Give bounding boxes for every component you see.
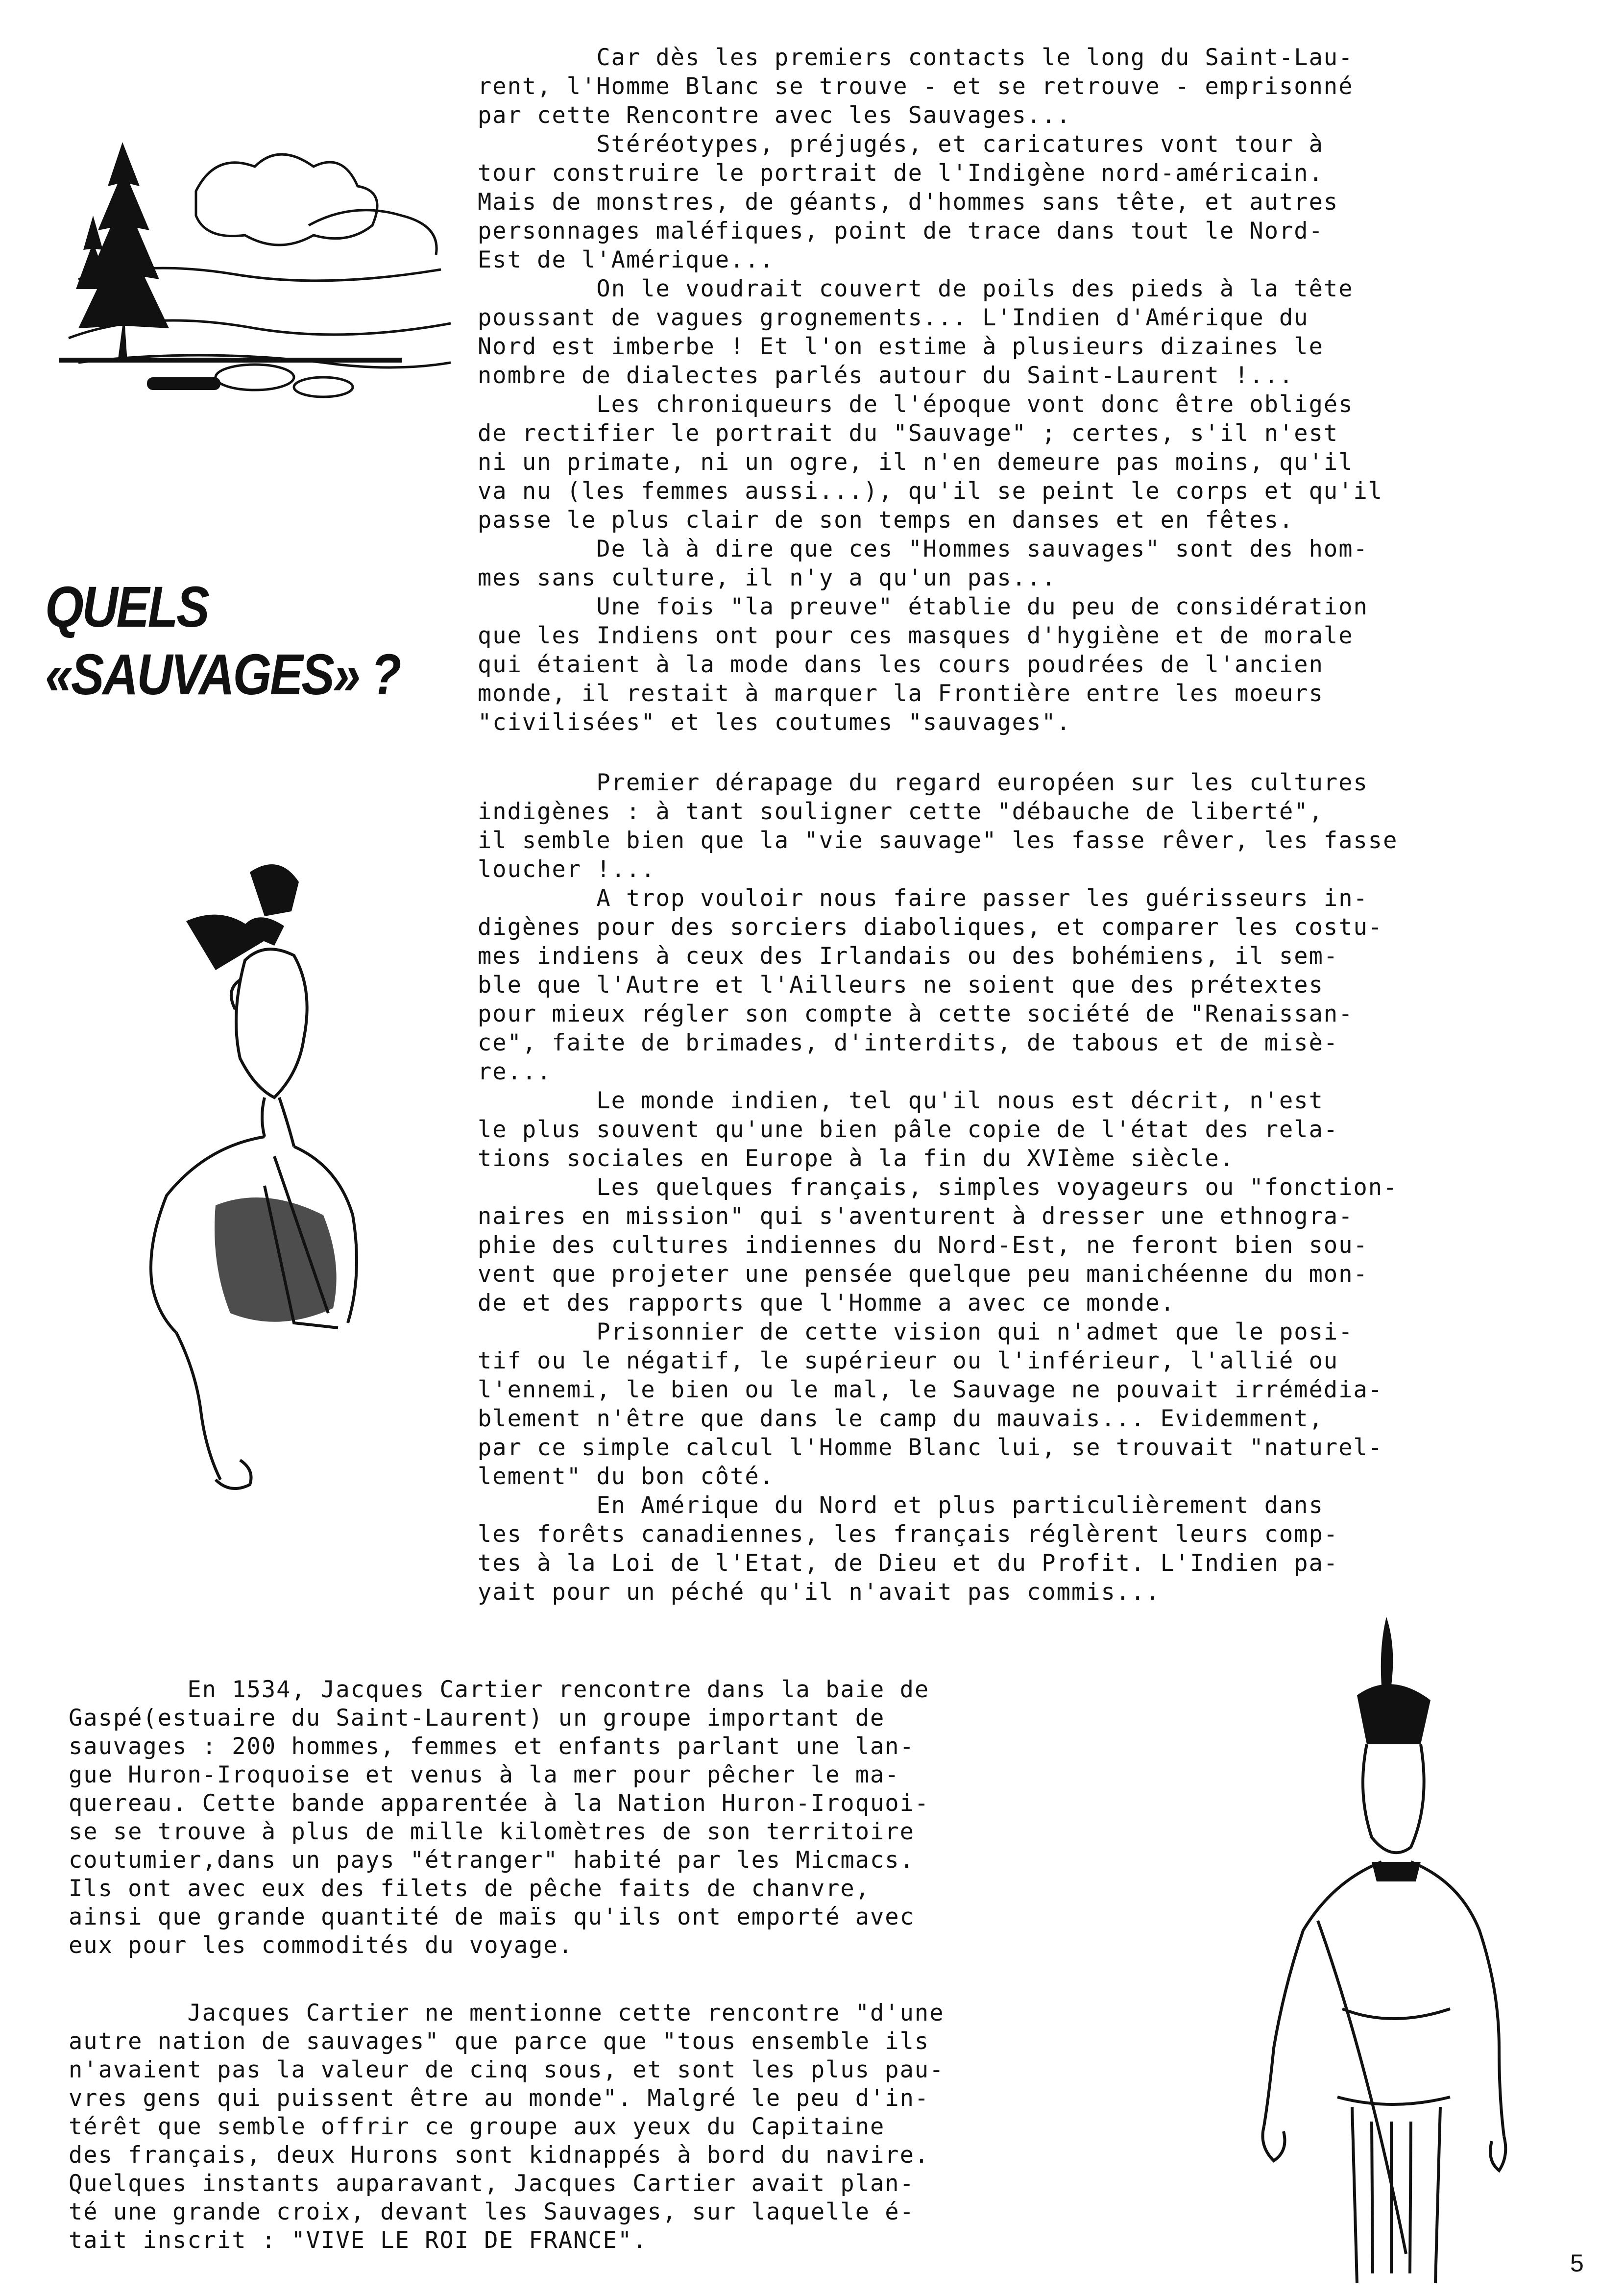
history-column	[69, 1676, 1171, 2255]
title-line-2: «SAUVAGES» ?	[45, 642, 400, 707]
article-paragraph: Premier dérapage du regard européen sur les cultures indigènes : à tant souligner cette "débauche de liberté", il semble bien que la "vie sauvage" les fasse rêver, les fasse loucher !...	[478, 769, 1398, 883]
article-title	[45, 573, 400, 708]
section-gap	[478, 737, 1575, 768]
article-paragraph: De là à dire que ces "Hommes sauvages" sont des hom- mes sans culture, il n'y a qu'un pas...	[478, 536, 1368, 591]
article-column	[478, 43, 1575, 1607]
article-paragraph: Les chroniqueurs de l'époque vont donc être obligés de rectifier le portrait du "Sauvage" ; certes, s'il n'est ni un primate, ni un ogre, il n'en demeure pas moins, qu'il va nu (les femmes aussi...), qu'il se peint le corps et qu'il passe le plus clair de son temps en danses et en fêtes.	[478, 391, 1383, 534]
page-number: 5	[1570, 2249, 1584, 2277]
article-paragraph: Le monde indien, tel qu'il nous est décrit, n'est le plus souvent qu'une bien pâle copie de l'état des rela- tions sociales en Europe à la fin du XVIème siècle.	[478, 1087, 1339, 1172]
section-gap	[69, 1960, 1171, 1999]
history-paragraph: En 1534, Jacques Cartier rencontre dans la baie de Gaspé(estuaire du Saint-Laurent) un groupe important de sauvages : 200 hommes, femmes et enfants parlant une lan- gue Huron-Iroquoise et venus à la mer pour pêcher le ma- quereau. Cette bande apparentée à la Nation Huron-Iroquoi- se se trouve à plus de mille kilomètres de son territoire coutumier,dans un pays "étranger" habité par les Micmacs. Ils ont avec eux des filets de pêche faits de chanvre, ainsi que grande quantité de maïs qu'ils ont emporté avec eux pour les commodités du voyage.	[69, 1676, 930, 1959]
article-paragraph: Les quelques français, simples voyageurs ou "fonction- naires en mission" qui s'aventurent à dresser une ethnogra- phie des cultures indiennes du Nord-Est, ne feront bien sou- vent que projeter une pensée quelque peu manichéenne du mon- de et des rapports que l'Homme a avec ce monde.	[478, 1174, 1398, 1317]
history-paragraph: Jacques Cartier ne mentionne cette rencontre "d'une autre nation de sauvages" que parce que "tous ensemble ils n'avaient pas la valeur de cinq sous, et sont les plus pau- vres gens qui puissent être au monde". Malgré le peu d'in- térêt que semble offrir ce groupe aux yeux du Capitaine des français, deux Hurons sont kidnappés à bord du navire. Quelques instants auparavant, Jacques Cartier avait plan- té une grande croix, devant les Sauvages, sur laquelle é- tait inscrit : "VIVE LE ROI DE FRANCE".	[69, 2000, 945, 2254]
title-line-1: QUELS	[45, 575, 208, 639]
article-paragraph: Une fois "la preuve" établie du peu de considération que les Indiens ont pour ces masques d'hygiène et de morale qui étaient à la mode dans les cours poudrées de l'ancien monde, il restait à marquer la Frontière entre les moeurs "civilisées" et les coutumes "sauvages".	[478, 593, 1368, 736]
article-paragraph: En Amérique du Nord et plus particulièrement dans les forêts canadiennes, les français réglèrent leurs comp- tes à la Loi de l'Etat, de Dieu et du Profit. L'Indien pa- yait pour un péché qu'il n'avait pas commis...	[478, 1492, 1339, 1606]
native-portrait-illustration	[118, 843, 421, 1529]
standing-warrior-illustration	[1244, 1617, 1548, 2293]
article-paragraph: A trop vouloir nous faire passer les guérisseurs in- digènes pour des sorciers diaboliques, et comparer les costu- mes indiens à ceux des Irlandais ou des bohémiens, il sem- ble que l'Autre et l'Ailleurs ne soient que des prétextes pour mieux régler son compte à cette société de "Renaissan- ce", faite de brimades, d'interdits, de tabous et de misè- re...	[478, 885, 1383, 1085]
article-paragraph: On le voudrait couvert de poils des pieds à la tête poussant de vagues grognements... L'Indien d'Amérique du Nord est imberbe ! Et l'on estime à plusieurs dizaines le nombre de dialectes parlés autour du Saint-Laurent !...	[478, 275, 1354, 389]
article-paragraph: Prisonnier de cette vision qui n'admet que le posi- tif ou le négatif, le supérieur ou l'inférieur, l'allié ou l'ennemi, le bien ou le mal, le Sauvage ne pouvait irrémédia- blement n'être que dans le camp du mauvais... Evidemment, par ce simple calcul l'Homme Blanc lui, se trouvait "naturel- lement" du bon côté.	[478, 1318, 1383, 1490]
article-paragraph: Stéréotypes, préjugés, et caricatures vont tour à tour construire le portrait de l'Indigène nord-américain. Mais de monstres, de géants, d'hommes sans tête, et autres personnages maléfiques, point de trace dans tout le Nord- Est de l'Amérique...	[478, 131, 1339, 273]
article-paragraph: Car dès les premiers contacts le long du Saint-Lau- rent, l'Homme Blanc se trouve - et se retrouve - emprisonné par cette Rencontre avec les Sauvages...	[478, 44, 1354, 129]
landscape-illustration	[49, 132, 456, 407]
